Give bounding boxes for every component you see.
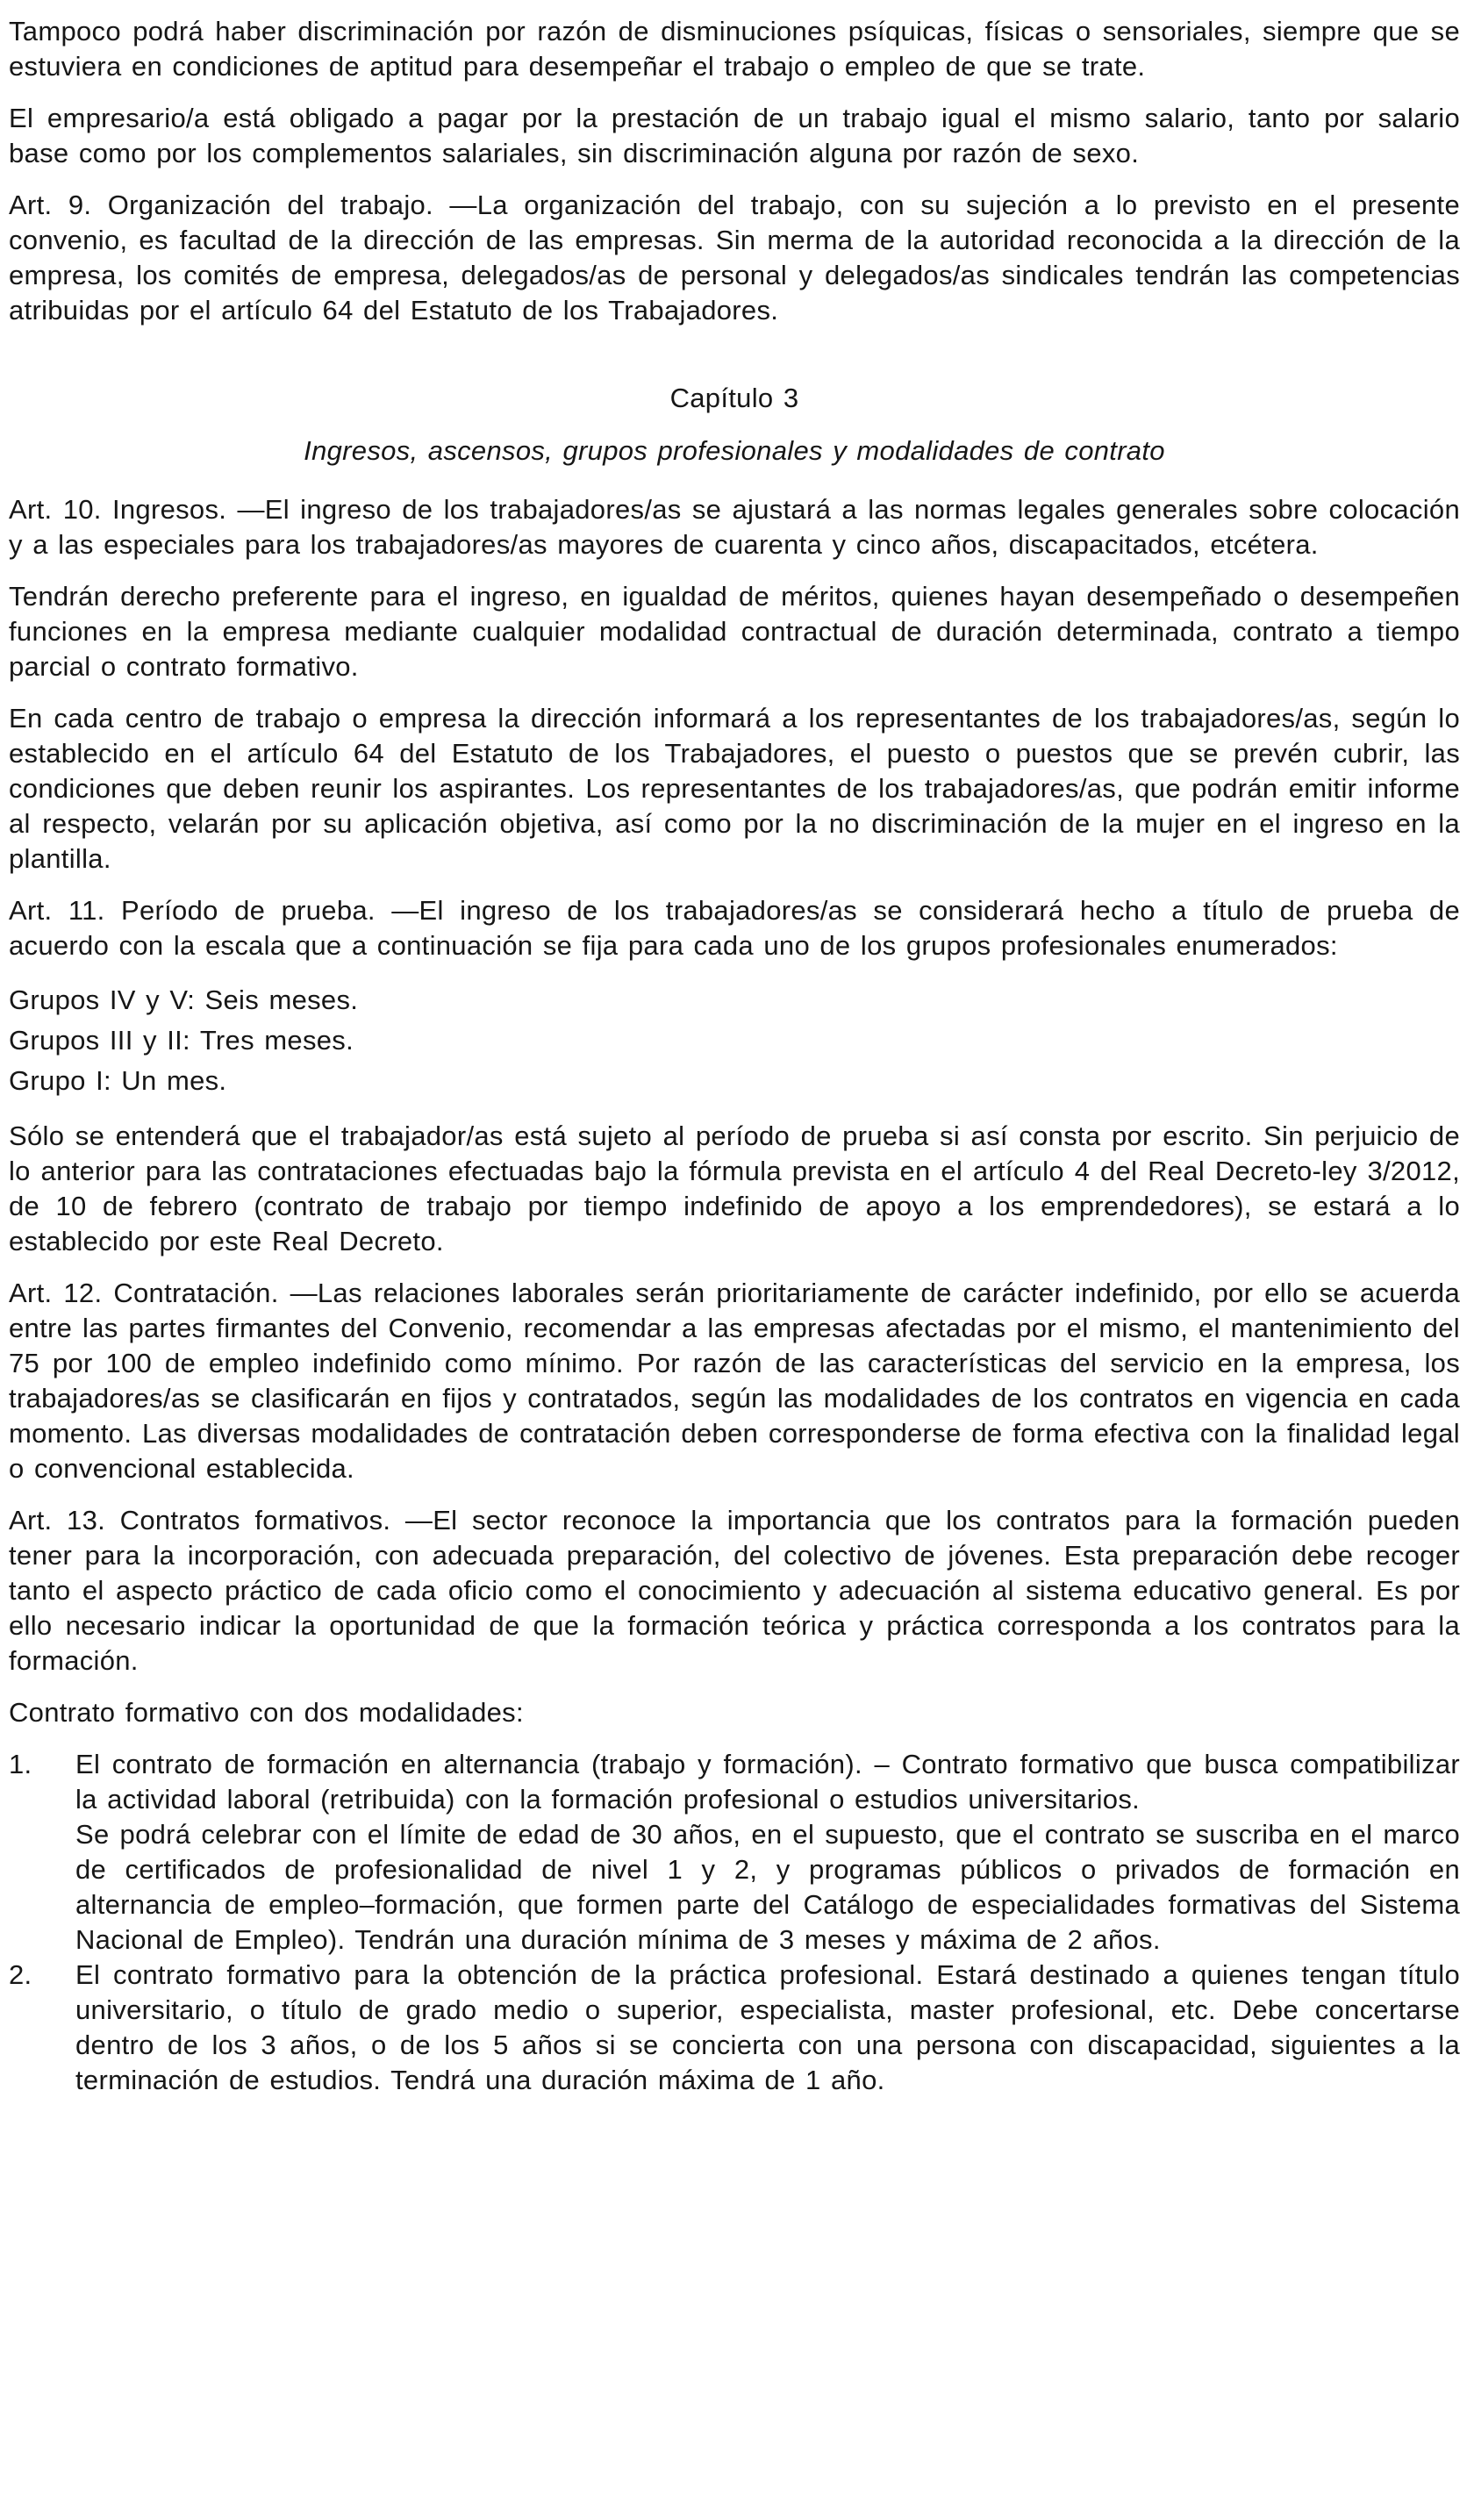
- list-marker-2: 2.: [9, 1959, 32, 1990]
- trial-period-group-1: Grupo I: Un mes.: [9, 1065, 227, 1096]
- paragraph-two-modalities: Contrato formativo con dos modalidades:: [9, 1697, 524, 1728]
- chapter-3-heading: Capítulo 3: [669, 383, 799, 413]
- list-item-2-body: [75, 1958, 1460, 2098]
- trial-period-groups-3-2: Grupos III y II: Tres meses.: [9, 1025, 354, 1056]
- list-item-1-paragraph-1: El contrato de formación en alternancia (trabajo y formación). – Contrato formativo que busca compatibilizar la actividad laboral (retribuida) con la formación profesional o estudios universitarios.: [75, 1749, 1460, 1815]
- paragraph-article-12: Art. 12. Contratación. —Las relaciones laborales serán prioritariamente de carácter indefinido, por ello se acuerda entre las partes firmantes del Convenio, recomendar a las empresas afectadas por el mismo, el mantenimiento del 75 por 100 de empleo indefinido como mínimo. Por razón de las características del servicio en la empresa, los trabajadores/as se clasificarán en fijos y contratados, según las modalidades de los contratos en vigencia en cada momento. Las diversas modalidades de contratación deben corresponderse de forma efectiva con la finalidad legal o convencional establecida.: [9, 1278, 1460, 1484]
- trial-period-list: [9, 980, 1460, 1101]
- paragraph-article-13: Art. 13. Contratos formativos. —El sector reconoce la importancia que los contratos para la formación pueden tener para la incorporación, con adecuada preparación, del colectivo de jóvenes. Esta preparación debe recoger tanto el aspecto práctico de cada oficio como el conocimiento y adecuación al sistema educativo general. Es por ello necesario indicar la oportunidad de que la formación teórica y práctica corresponda a los contratos para la formación.: [9, 1505, 1460, 1676]
- list-marker-1: 1.: [9, 1749, 32, 1779]
- paragraph-article-9: Art. 9. Organización del trabajo. —La organización del trabajo, con su sujeción a lo previsto en el presente convenio, es facultad de la dirección de las empresas. Sin merma de la autoridad reconocida a la dirección de la empresa, los comités de empresa, delegados/as de personal y delegados/as sindicales tendrán las competencias atribuidas por el artículo 64 del Estatuto de los Trabajadores.: [9, 190, 1460, 326]
- paragraph-trial-written: Sólo se entenderá que el trabajador/as está sujeto al período de prueba si así consta por escrito. Sin perjuicio de lo anterior para las contrataciones efectuadas bajo la fórmula prevista en el artículo 4 del Real Decreto-ley 3/2012, de 10 de febrero (contrato de trabajo por tiempo indefinido de apoyo a los emprendedores), se estará a lo establecido por este Real Decreto.: [9, 1120, 1460, 1256]
- paragraph-equal-pay: El empresario/a está obligado a pagar por la prestación de un trabajo igual el mismo salario, tanto por salario base como por los complementos salariales, sin discriminación alguna por razón de sexo.: [9, 103, 1460, 168]
- paragraph-no-discrimination: Tampoco podrá haber discriminación por razón de disminuciones psíquicas, físicas o sensoriales, siempre que se estuviera en condiciones de aptitud para desempeñar el trabajo o empleo de que se trate.: [9, 16, 1460, 82]
- list-item-alternancia: [9, 1747, 1460, 1958]
- paragraph-article-10: Art. 10. Ingresos. —El ingreso de los trabajadores/as se ajustará a las normas legales generales sobre colocación y a las especiales para los trabajadores/as mayores de cuarenta y cinco años, discapacitados, etcétera.: [9, 494, 1460, 560]
- list-item-1-body: [75, 1747, 1460, 1958]
- paragraph-article-11: Art. 11. Período de prueba. —El ingreso de los trabajadores/as se considerará hecho a título de prueba de acuerdo con la escala que a continuación se fija para cada uno de los grupos profesionales enumerados:: [9, 895, 1460, 961]
- trial-period-groups-4-5: Grupos IV y V: Seis meses.: [9, 984, 359, 1015]
- formative-contract-list: [9, 1747, 1460, 2098]
- list-item-practica-profesional: [9, 1958, 1460, 2098]
- chapter-3-subtitle: Ingresos, ascensos, grupos profesionales y modalidades de contrato: [304, 435, 1165, 466]
- paragraph-workplace-information: En cada centro de trabajo o empresa la dirección informará a los representantes de los trabajadores/as, según lo establecido en el artículo 64 del Estatuto de los Trabajadores, el puesto o puestos que se prevén cubrir, las condiciones que deben reunir los aspirantes. Los representantes de los trabajadores/as, que podrán emitir informe al respecto, velarán por su aplicación objetiva, así como por la no discriminación de la mujer en el ingreso en la plantilla.: [9, 703, 1460, 874]
- list-item-1-paragraph-2: Se podrá celebrar con el límite de edad de 30 años, en el supuesto, que el contrato se suscriba en el marco de certificados de profesionalidad de nivel 1 y 2, y programas públicos o privados de formación en alternancia de empleo–formación, que formen parte del Catálogo de especialidades formativas del Sistema Nacional de Empleo). Tendrán una duración mínima de 3 meses y máxima de 2 años.: [75, 1819, 1460, 1955]
- paragraph-preferential-entry: Tendrán derecho preferente para el ingreso, en igualdad de méritos, quienes hayan desempeñado o desempeñen funciones en la empresa mediante cualquier modalidad contractual de duración determinada, contrato a tiempo parcial o contrato formativo.: [9, 581, 1460, 682]
- list-item-2-paragraph-1: El contrato formativo para la obtención de la práctica profesional. Estará destinado a quienes tengan título universitario, o título de grado medio o superior, especialista, master profesional, etc. Debe concertarse dentro de los 3 años, o de los 5 años si se concierta con una persona con discapacidad, siguientes a la terminación de estudios. Tendrá una duración máxima de 1 año.: [75, 1959, 1460, 2095]
